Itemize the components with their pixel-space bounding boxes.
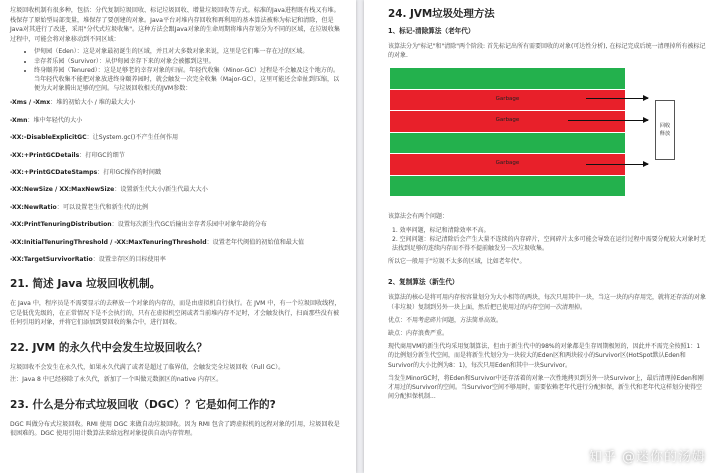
option-desc: ：堆的初始大小 / 堆的最大大小 [50,99,136,107]
list-item: • 伊甸园（Eden）：这是对象最初诞生的区域，并且对大多数对象来说，这里是它们唯一存在过的区域。 [34,47,344,56]
jvm-option [10,186,344,194]
option-desc: ：打印GC的细节 [79,151,125,159]
jvm-option [10,256,344,264]
release-arrow-icon [586,164,648,165]
mark-sweep-heading: 1、标记-清除算法（老年代） [388,27,475,35]
section-heading-22: 22. JVM 的永久代中会发生垃圾回收么？ [10,341,208,354]
option-name: -XX:PrintTenuringDistribution [10,221,112,229]
release-label: 释放 [659,131,671,138]
garbage-label: Garbage [495,160,520,167]
copying-pros: 优点：不用考虑碎片问题，方法简单高效。 [388,316,503,324]
garbage-memory-block [390,90,625,112]
option-desc: ：设置新生代大小/新生代最大大小 [114,186,208,194]
option-desc: ：设置老年代阀值的初始值和最大值 [206,238,305,246]
option-name: -XX:-DisableExplicitGC [10,134,87,142]
right-document-page [364,0,720,473]
memory-grid [390,68,625,197]
jvm-option [10,117,344,125]
jvm-option [10,134,344,142]
section-23-paragraph: DGC 叫做分布式垃圾回收。RMI 使用 DGC 来做自动垃圾回收。因为 RMI 包含了跨虚拟机的远程对象的引用，垃圾回收是很困难的。DGC 使用引用计数算法来给远程对象提供自动内存管理。 [10,420,340,438]
option-desc: ：可以设置老生代和新生代的比例 [56,203,149,211]
heap-region-list [10,47,344,93]
deficit-item: 1. 效率问题，标记和清除效率不高。 [392,226,490,234]
live-memory-block [390,133,625,155]
jvm-option [10,99,344,107]
left-document-page [0,0,356,473]
copying-heading: 2、复制算法（新生代） [388,278,459,287]
jvm-option [10,152,344,160]
option-name: -XX:+PrintGCDetails [10,151,80,159]
jvm-option [10,169,344,177]
option-desc: ：设置每次新生代GC后输出幸存者乐园中对象年龄的分布 [111,221,267,229]
live-memory-block [390,68,625,90]
copying-cons: 缺点：内存浪费严重。 [388,330,449,338]
section-heading-24: 24. JVM垃圾处理方法 [388,8,495,20]
live-memory-block [390,176,625,198]
section-21-paragraph: 在 Java 中，程序员是不需要显示的去释放一个对象的内存的，而是由虚拟机自行执行。在 JVM 中，有一个垃圾回收线程，它是低优先级的，在正常情况下是不会执行的，只有在虚拟机空闲或者当前堆内存不足时，才会触发执行，扫面那些没有被任何引用的对象，并将它们添加到要回收的集合中，进行回收。 [10,299,341,327]
option-desc: ：设置幸存区的目标使用率 [92,255,166,263]
option-desc: ：让System.gc()不产生任何作用 [86,134,179,142]
mark-sweep-usage: 所以它一般用于"垃圾不太多的区域，比如老年代"。 [388,258,526,266]
recycle-release-box [655,100,675,160]
jvm-option [10,221,344,229]
garbage-label: Garbage [495,95,520,102]
jvm-option-list [10,99,344,264]
mark-sweep-paragraph: 该算法分为"标记"和"清除"两个阶段: 首先标记出所有需要回收的对象(可达性分析), 在标记完成后统一清理掉所有被标记的对象. [388,43,706,60]
copying-modern-vm: 现代商用VM的新生代均采用复制算法，但由于新生代中的98%的对象都是生存周期极短的，因此并不需完全按照1：1的比例划分新生代空间，而是将新生代划分为一块较大的Eden区和两块较小的Survivor区(HotSpot默认Eden和Survivor的大小比例为8：1)，每次只用Eden和其中一块Survivor。 [388,343,701,369]
option-desc: ：打印GC操作的时间戳 [97,168,162,176]
copying-paragraph: 该算法的核心是将可用内存按容量划分为大小相等的两块，每次只用其中一块，当这一块的内存用完，就将还存活的对象（非垃圾）复制到另外一块上面，然后把已使用过的内存空间一次清理掉。 [388,294,707,311]
option-name: -XX:InitialTenuringThreshold / -XX:MaxTenuringThreshold [10,238,207,246]
option-name: -XX:+PrintGCDateStamps [10,168,98,176]
option-name: -Xms / -Xmx [10,99,51,107]
option-desc: ：堆中年轻代的大小 [27,116,83,124]
section-heading-23: 23. 什么是分布式垃圾回收（DGC）？它是如何工作的? [10,398,276,411]
garbage-memory-block [390,111,625,133]
option-name: -XX:TargetSurvivorRatio [10,255,93,263]
jvm-option [10,239,344,247]
deficit-item: 2. 空间问题：标记清除后会产生大量不连续的内存碎片，空间碎片太多可能会导致在运行过程中需要分配较大对象时无法找到足够的连续内存而不得不提前触发另一次垃圾收集。 [392,235,706,253]
option-name: -XX:NewRatio [10,203,57,211]
option-name: -XX:NewSize / XX:MaxNewSize [10,186,115,194]
jvm-option [10,204,344,212]
recycle-label: 回收 [659,123,671,130]
copying-minor-gc: 当发生MinorGC时，将Eden和Survivor中还存活着的对象一次性地拷贝到另外一块Survivor上，最后清理掉Eden和刚才用过的Survivor的空间。当Survivor空间不够用时，需要依赖老年代进行分配担保，新生代和老年代这样划分使得空间分配担保机制... [388,374,704,401]
section-22-paragraph: 垃圾回收不会发生在永久代，如果永久代满了或者是超过了临界值，会触发完全垃圾回收（Full GC）。 [10,363,285,371]
gc-intro-paragraph: 垃圾回收机制有很多种，包括：分代复制垃圾回收、标记垃圾回收、增量垃圾回收等方式。标准的Java进程既有栈又有堆。栈保存了原始型局部变量，堆保存了要创建的对象。Java平台对堆内存回收和再利用的基本算法被称为标记和清除，但是Java对其进行了改进，采用"分代式垃圾收集"。这种方法会跟Java对象的生命周期将堆内存划分为不同的区域，在垃圾收集过程中，可能会将对象移动到不同区域： [10,7,340,43]
list-item: • 终身颐养园（Tenured）：这是足够老的幸存对象的归宿。年轻代收集（Minor-GC）过程是不会触及这个地方的。当年轻代收集不能把对象放进终身颐养园时，就会触发一次完全收集（Major-GC），这里可能还会牵扯到压缩，以便为大对象腾出足够的空间。与垃圾回收相关的JVM参数： [34,66,344,94]
garbage-label: Garbage [495,117,520,124]
zhihu-watermark: 知乎 @迷你的汤姆 [588,450,706,465]
deficit-title: 该算法会有两个问题： [388,213,449,221]
option-name: -Xmn [10,116,28,124]
section-22-note: 注：Java 8 中已经移除了永久代，新加了一个叫做元数据区的native 内存区。 [10,376,223,384]
list-item: • 幸存者乐园（Survivor）：从伊甸园幸存下来的对象会被挪到这里。 [34,57,344,66]
release-arrow-icon [586,98,648,99]
section-heading-21: 21. 简述 Java 垃圾回收机制。 [10,277,161,290]
mark-sweep-diagram [388,68,706,204]
release-arrow-icon [568,120,648,121]
